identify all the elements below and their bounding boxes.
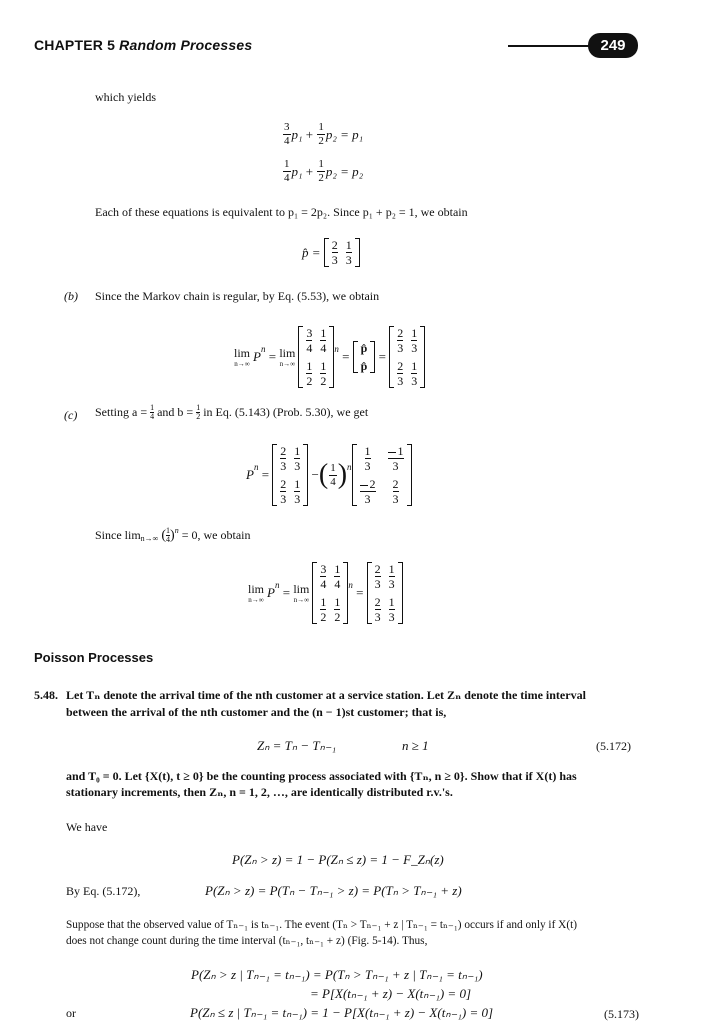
transient-matrix: 1 3 1 3 2 3 2 3 — [352, 444, 412, 506]
phat-top: p̂ — [360, 341, 368, 355]
minus-sign: − — [311, 467, 319, 482]
var-p1: p₁ — [291, 126, 303, 142]
equation-stationary-1 — [282, 122, 363, 147]
problem-number: 5.48. — [34, 688, 58, 702]
equation-5173: P(Zₙ ≤ z | Tₙ₋₁ = tₙ₋₁) = 1 − P[X(tₙ₋₁ + z) − X(tₙ₋₁) = 0] — [190, 1005, 494, 1020]
since-lim-word: Since lim — [95, 528, 141, 542]
equivalence-text: Each of these equations is equivalent to p₁ = 2p₂. Since p₁ + p₂ = 1, we obtain — [95, 205, 468, 219]
a-value: $\frac{1}{4}$ — [150, 403, 155, 421]
suppose-line-1: Suppose that the observed value of Tₙ₋₁ is tₙ₋₁. The event (Tₙ > Tₙ₋₁ + z | Tₙ₋₁ = tₙ₋₁) occurs if and only if X(t) — [66, 919, 577, 931]
equation-by-5172: P(Zₙ > z) = P(Tₙ − Tₙ₋₁ > z) = P(Tₙ > Tₙ₋₁ + z) — [205, 883, 462, 898]
equals-sign: = — [342, 349, 350, 364]
phat-matrix: 2 3 1 3 — [324, 238, 360, 267]
equation-number-5172: (5.172) — [596, 739, 631, 753]
part-c-text-3: in Eq. (5.143) (Prob. 5.30), we get — [203, 405, 369, 419]
which-yields-text: which yields — [95, 90, 156, 104]
part-c-text-1: Setting a = — [95, 405, 148, 419]
phat-stack — [353, 341, 376, 373]
fraction: $\frac{1}{2}$ — [318, 121, 324, 147]
rhs: = p₁ — [340, 126, 364, 142]
var-p2: p₂ — [325, 126, 337, 142]
fraction: $\frac{3}{4}$ — [284, 121, 290, 147]
page-number-badge — [588, 33, 638, 58]
by-eq-label: By Eq. (5.172), — [66, 884, 141, 898]
section-heading: Poisson Processes — [34, 650, 154, 665]
chapter-label: CHAPTER 5 — [34, 37, 116, 53]
equation-5172-condition: n ≥ 1 — [402, 738, 429, 753]
equation-pn-c — [246, 444, 412, 506]
problem-line-3: and T₀ = 0. Let {X(t), t ≥ 0} be the counting process associated with {Tₙ, n ≥ 0}. Show that if X(t) has — [66, 769, 577, 783]
since-lim-text: Since lim n→∞ ( 1 4 ) n = 0, we obtain — [95, 527, 250, 544]
P-symbol: P — [253, 349, 261, 364]
part-c-text-2: and b = — [157, 405, 194, 419]
P-symbol: P — [246, 467, 254, 482]
part-b-label: (b) — [64, 289, 78, 303]
fraction: $\frac{1}{4}$ — [284, 158, 290, 184]
chapter-heading — [34, 37, 252, 53]
lim-operator: lim n→∞ — [279, 345, 296, 368]
equals-sign: = — [261, 467, 270, 482]
header-rule — [508, 45, 592, 47]
left-paren: ( — [318, 459, 329, 490]
equals-sign: = — [282, 585, 291, 600]
fraction: $\frac{1}{2}$ — [318, 158, 324, 184]
equation-conditional-1: P(Zₙ > z | Tₙ₋₁ = tₙ₋₁) = P(Tₙ > Tₙ₋₁ + z | Tₙ₋₁ = tₙ₋₁) — [191, 967, 483, 982]
equation-phat — [302, 238, 360, 267]
plus-sign: + — [305, 126, 314, 142]
power-n: n — [347, 462, 352, 472]
we-have-text: We have — [66, 820, 108, 834]
part-c-label: (c) — [64, 408, 78, 422]
lim-subscript: n→∞ — [140, 534, 159, 543]
equation-number-5173: (5.173) — [604, 1007, 639, 1021]
equation-limit-c — [248, 562, 403, 624]
equation-cdf: P(Zₙ > z) = 1 − P(Zₙ ≤ z) = 1 − F_Zₙ(z) — [232, 852, 444, 867]
neg-sign — [360, 485, 368, 486]
suppose-line-2: does not change count during the time interval (tₙ₋₁, tₙ₋₁ + z) (Fig. 5-14). Thus, — [66, 935, 428, 947]
problem-line-4: stationary increments, then Zₙ, n = 1, 2, …, are identically distributed r.v.'s. — [66, 785, 453, 799]
stationary-matrix: 2 3 1 3 2 3 1 3 — [272, 444, 308, 506]
power-n: n — [334, 344, 339, 354]
var-p1: p₁ — [291, 163, 303, 179]
plus-sign: + — [305, 163, 314, 179]
lim-operator: lim n→∞ — [293, 581, 310, 604]
limit-matrix: 2 3 1 3 2 3 1 3 — [389, 326, 425, 388]
equation-conditional-2: = P[X(tₙ₋₁ + z) − X(tₙ₋₁) = 0] — [310, 986, 472, 1001]
equation-stationary-2 — [282, 159, 363, 184]
power-n: n — [253, 462, 259, 472]
equation-5172: Zₙ = Tₙ − Tₙ₋₁ — [257, 738, 337, 753]
equation-limit-b — [234, 326, 425, 388]
chapter-title: Random Processes — [119, 37, 253, 53]
b-value: $\frac{1}{2}$ — [196, 403, 201, 421]
limit-matrix: 2 3 1 3 2 3 1 3 — [367, 562, 403, 624]
or-label: or — [66, 1006, 76, 1020]
part-c-text — [95, 404, 368, 421]
equals-sign: = — [378, 349, 386, 364]
quarter-inline: 1 4 — [166, 526, 171, 544]
neg-sign — [388, 452, 396, 453]
transition-matrix: 3 4 1 4 1 2 1 2 — [312, 562, 348, 624]
quarter-fraction: $\frac{1}{4}$ — [330, 461, 336, 488]
right-paren: ) — [337, 459, 348, 490]
transition-matrix: 3 4 1 4 1 2 1 2 — [298, 326, 334, 388]
since-lim-tail: = 0, we obtain — [181, 528, 251, 542]
lim-operator: lim n→∞ — [234, 345, 251, 368]
power-n: n — [348, 580, 353, 590]
phat-lhs: p̂ = — [302, 244, 321, 260]
equals-sign: = — [268, 349, 277, 364]
problem-line-1: Let Tₙ denote the arrival time of the nth customer at a service station. Let Zₙ denote the time interval — [66, 688, 586, 702]
P-symbol: P — [267, 585, 275, 600]
lim-operator: lim n→∞ — [248, 581, 265, 604]
part-b-text: Since the Markov chain is regular, by Eq. (5.53), we obtain — [95, 289, 380, 303]
phat-bottom: p̂ — [360, 359, 368, 373]
rhs: = p₂ — [340, 163, 364, 179]
equals-sign: = — [356, 585, 364, 600]
var-p2: p₂ — [325, 163, 337, 179]
page-number: 249 — [600, 37, 626, 54]
power-n: n — [274, 580, 280, 590]
problem-line-2: between the arrival of the nth customer and the (n − 1)st customer; that is, — [66, 705, 447, 719]
power-n: n — [260, 344, 266, 354]
power-n: n — [174, 526, 179, 535]
